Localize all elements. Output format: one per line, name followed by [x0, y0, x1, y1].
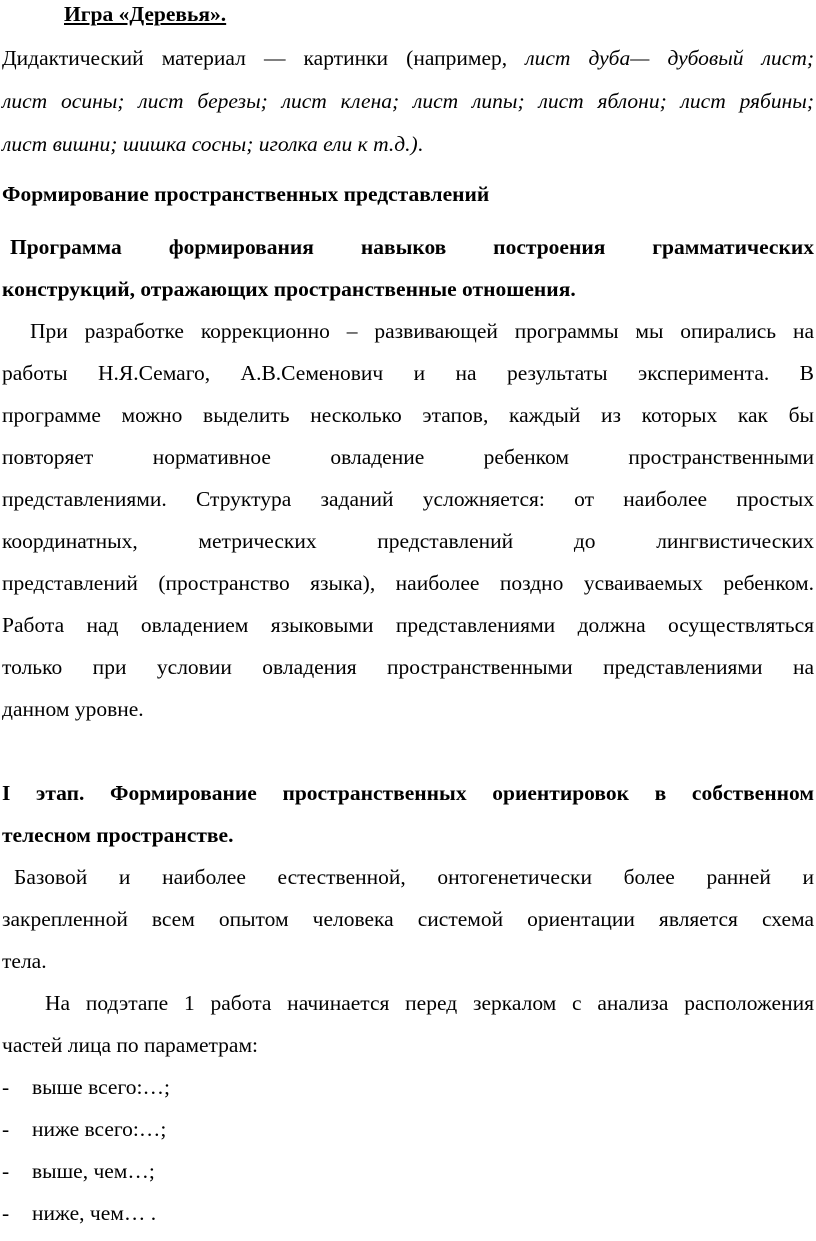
- didactic-period: .: [417, 132, 424, 156]
- list-item-text: ниже, чем… .: [32, 1201, 157, 1225]
- list-item: [2, 1073, 170, 1101]
- substage-line-1: На подэтапе 1 работа начинается перед зеркалом с анализа расположения: [45, 991, 814, 1015]
- didactic-text: Дидактический материал — картинки (например,: [2, 46, 526, 70]
- intro-line-6: координатных, метрических представлений до лингвистических: [2, 529, 814, 553]
- intro-line-4: повторяет нормативное овладение ребенком пространственными: [2, 445, 814, 469]
- intro-line-8: Работа над овладением языковыми представлениями должна осуществляться: [2, 613, 814, 637]
- list-item: [2, 1115, 166, 1143]
- list-item: [2, 1199, 156, 1227]
- intro-line-1: При разработке коррекционно – развивающей программы мы опирались на: [30, 319, 814, 343]
- intro-line-9: только при условии овладения пространственными представлениями на: [2, 655, 814, 679]
- program-heading-line-2: конструкций, отражающих пространственные отношения.: [2, 277, 576, 301]
- stage1-heading-line-1: I этап. Формирование пространственных ориентировок в собственном: [2, 781, 814, 805]
- stage1-line-1: Базовой и наиболее естественной, онтогенетически более ранней и: [14, 865, 814, 889]
- intro-line-10: данном уровне.: [2, 697, 144, 721]
- section-heading-spatial: Формирование пространственных представлений: [2, 182, 490, 206]
- list-item-text: ниже всего:…;: [32, 1117, 167, 1141]
- list-dash: -: [2, 1159, 10, 1183]
- substage-line-2: частей лица по параметрам:: [2, 1033, 259, 1057]
- stage1-heading-line-2: телесном пространстве.: [2, 823, 234, 847]
- didactic-line-2: лист осины; лист березы; лист клена; лист липы; лист яблони; лист рябины;: [2, 89, 814, 113]
- stage1-line-2: закрепленной всем опытом человека системой ориентации является схема: [2, 907, 814, 931]
- didactic-italic: лист дуба— дубовый лист;: [525, 46, 815, 70]
- intro-line-7: представлений (пространство языка), наиболее поздно усваиваемых ребенком.: [2, 571, 814, 595]
- intro-line-3: программе можно выделить несколько этапов, каждый из которых как бы: [2, 403, 814, 427]
- program-heading-line-1: Программа формирования навыков построения грамматических: [10, 235, 814, 259]
- didactic-line-1: [2, 44, 814, 72]
- didactic-italic-end: лист вишни; шишка сосны; иголка ели к т.д.): [2, 132, 418, 156]
- list-dash: -: [2, 1075, 10, 1099]
- intro-line-5: представлениями. Структура заданий усложняется: от наиболее простых: [2, 487, 814, 511]
- list-item-text: выше, чем…;: [32, 1159, 155, 1183]
- list-item: [2, 1157, 155, 1185]
- list-dash: -: [2, 1201, 10, 1225]
- list-dash: -: [2, 1117, 10, 1141]
- intro-line-2: работы Н.Я.Семаго, А.В.Семенович и на результаты эксперимента. В: [2, 361, 814, 385]
- list-item-text: выше всего:…;: [32, 1075, 170, 1099]
- stage1-line-3: тела.: [2, 949, 47, 973]
- game-title: Игра «Деревья».: [64, 2, 227, 26]
- didactic-line-3: [2, 130, 814, 158]
